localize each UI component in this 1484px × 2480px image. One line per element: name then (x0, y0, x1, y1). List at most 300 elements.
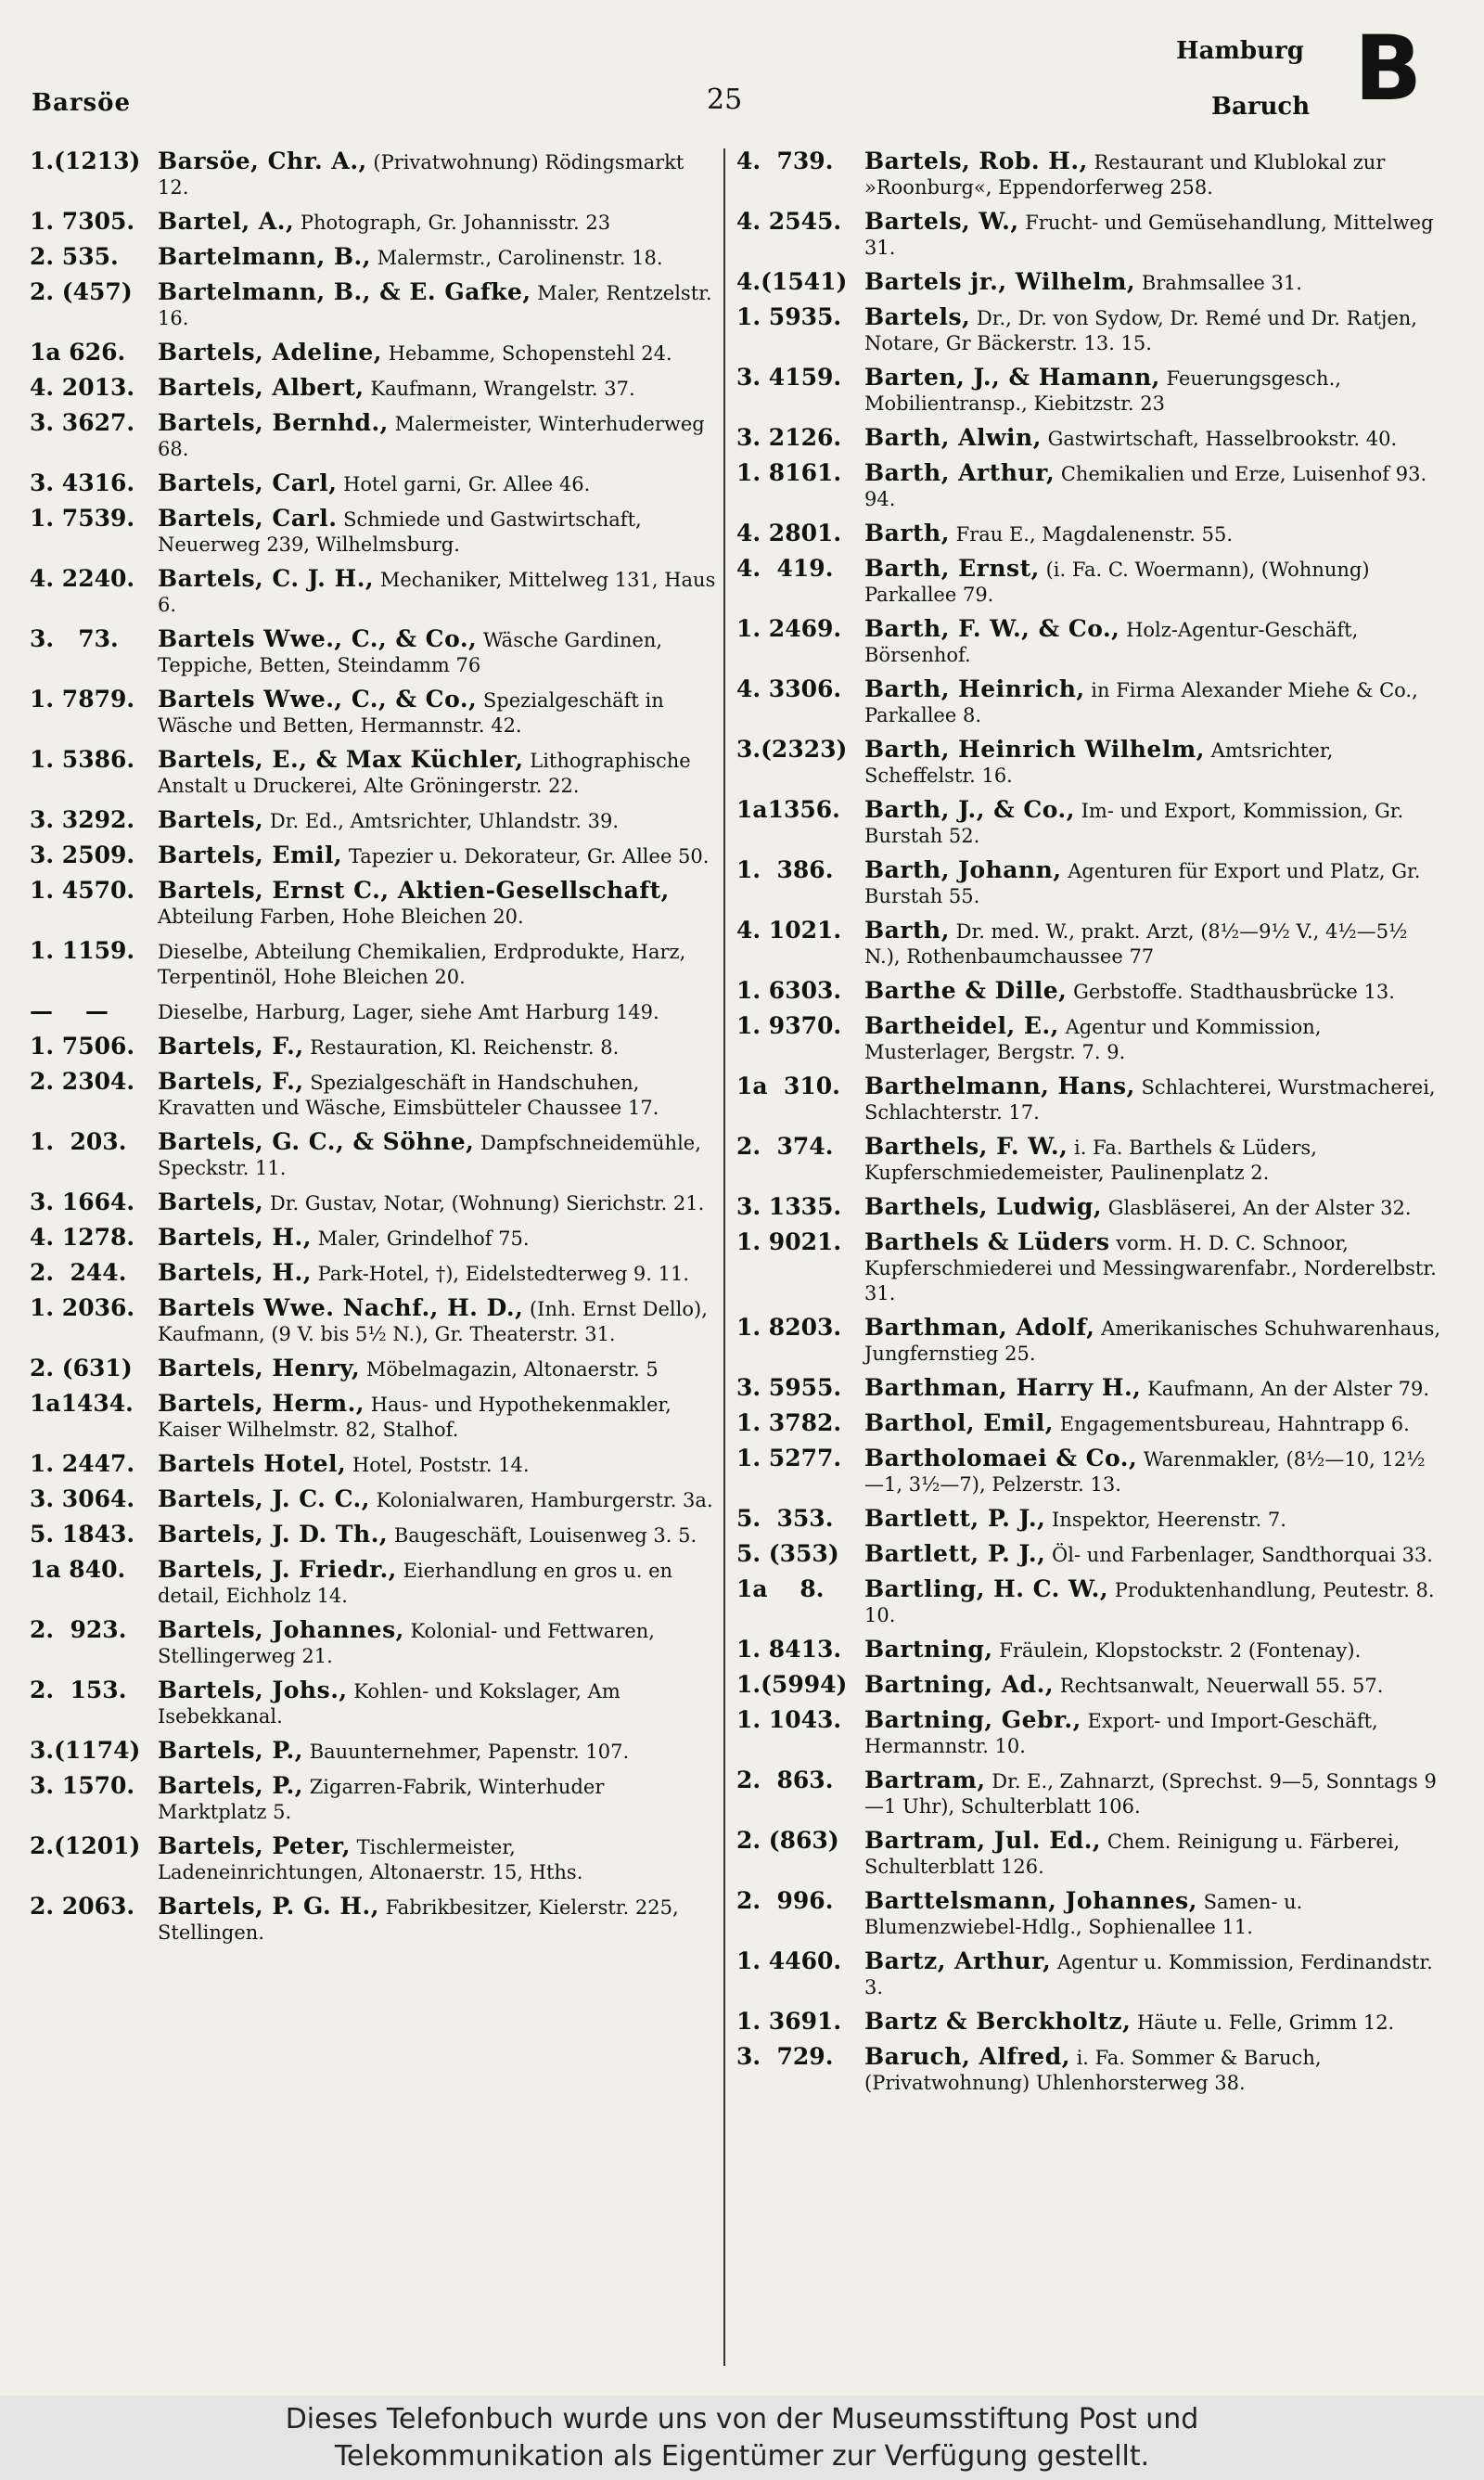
entry-number: 2. 923. (30, 1616, 127, 1643)
entry-description: Schmiede und Gastwirtschaft, Neuerweg 239, Wilhelmsburg. (158, 508, 642, 556)
entry-description: Produktenhandlung, Peutestr. 8. 10. (864, 1579, 1435, 1626)
entry-description: Lithographische Anstalt u Druckerei, Alte Gröningerstr. 22. (158, 750, 691, 797)
entry-text (864, 1828, 1441, 1880)
entry-description: Kolonial- und Fettwaren, Stellingerweg 21. (158, 1620, 655, 1667)
entry-name: Barthels & Lüders (864, 1228, 1110, 1255)
entry-text (864, 556, 1441, 608)
entry-name: Bartholomaei & Co., (864, 1445, 1138, 1471)
entry-name: Bartels, Emil, (158, 842, 343, 868)
entry-description: Dieselbe, Harburg, Lager, siehe Amt Harburg 149. (158, 1001, 659, 1023)
entry-description: Holz-Agentur-Geschäft, Börsenhof. (864, 619, 1359, 666)
entry-name: Barth, Ernst, (864, 555, 1040, 582)
entry-text (864, 676, 1441, 728)
entry-description: Dieselbe, Abteilung Chemikalien, Erdprodukte, Harz, Terpentinöl, Hohe Bleichen 20. (158, 941, 686, 988)
entry-name: Barthe & Dille, (864, 977, 1068, 1004)
entry-name: Bartz & Berckholtz, (864, 2008, 1132, 2035)
entry-description: Amtsrichter, Scheffelstr. 16. (864, 739, 1334, 787)
entry-description: Baugeschäft, Louisenweg 3. 5. (393, 1524, 697, 1547)
entry-description: Mechaniker, Mittelweg 131, Haus 6. (158, 569, 716, 616)
entry-name: Barthman, Harry H., (864, 1374, 1142, 1401)
entry-name: Bartelmann, B., & E. Gafke, (158, 278, 531, 305)
entry-number: 3. 2126. (736, 424, 842, 451)
entry-name: Barthelmann, Hans, (864, 1073, 1135, 1099)
entry-number: 2. 535. (30, 243, 119, 270)
entry-name: Bartels, P., (158, 1737, 304, 1764)
entry-number: 1a1434. (30, 1390, 134, 1417)
entry-name: Bartels, Rob. H., (864, 148, 1088, 174)
directory-entry (30, 747, 716, 799)
entry-number: 1. 1043. (736, 1706, 842, 1733)
entry-name: Bartels Hotel, (158, 1450, 347, 1477)
entry-number: 1. 203. (30, 1128, 127, 1155)
entry-name: Bartels, Peter, (158, 1832, 351, 1859)
entry-name: Bartels, Adeline, (158, 339, 382, 366)
entry-number: 3. 1570. (30, 1772, 135, 1799)
entry-number: 5. 353. (736, 1505, 834, 1532)
entry-name: Bartelmann, B., (158, 243, 371, 270)
directory-entry (736, 425, 1441, 452)
directory-entry (30, 1391, 716, 1443)
entry-text (864, 365, 1441, 417)
entry-description: Dr., Dr. von Sydow, Dr. Remé und Dr. Ratjen, Notare, Gr Bäckerstr. 13. 15. (864, 307, 1417, 354)
directory-entry (30, 279, 716, 331)
entry-number: 1. 7305. (30, 208, 135, 235)
directory-entry (736, 978, 1441, 1005)
entry-number: 1. 3691. (736, 2008, 842, 2035)
entry-description: Feuerungsgesch., Mobilientransp., Kiebitzstr. 23 (864, 367, 1341, 415)
entry-number: 2. 244. (30, 1259, 127, 1286)
entry-name: Bartels Wwe. Nachf., H. D., (158, 1294, 524, 1321)
entry-description: Schlachterei, Wurstmacherei, Schlachterstr. 17. (864, 1076, 1436, 1124)
directory-entry (736, 1767, 1441, 1819)
entry-name: Bartels, F., (158, 1068, 304, 1095)
entry-text (864, 978, 1441, 1005)
entry-text (864, 1315, 1441, 1367)
entry-description: Bauunternehmer, Papenstr. 107. (309, 1741, 630, 1763)
entry-name: Bartels, C. J. H., (158, 565, 375, 592)
entry-number: 1. 8161. (736, 459, 842, 486)
directory-entry (30, 566, 716, 618)
entry-description: Agenturen für Export und Platz, Gr. Burstah 55. (864, 860, 1421, 907)
entry-text (158, 1225, 716, 1252)
entry-number: 1.(1213) (30, 148, 141, 174)
directory-entry (736, 676, 1441, 728)
left-column (30, 148, 716, 1954)
directory-entry (736, 1707, 1441, 1759)
entry-text (158, 1260, 716, 1287)
entry-text (158, 1894, 716, 1946)
directory-entry (30, 626, 716, 678)
directory-entry (736, 1576, 1441, 1628)
entry-text (864, 148, 1441, 200)
entry-number: 4.(1541) (736, 268, 848, 295)
entry-text (158, 244, 716, 271)
entry-description: Zigarren-Fabrik, Winterhuder Marktplatz 5. (158, 1776, 605, 1823)
entry-name: Bartels, Johs., (158, 1677, 348, 1703)
entry-text (158, 340, 716, 366)
entry-number: 1. 2447. (30, 1450, 135, 1477)
entry-description: Häute u. Felle, Grimm 12. (1136, 2011, 1395, 2034)
entry-name: Bartels, P. G. H., (158, 1893, 379, 1920)
directory-entry (736, 2044, 1441, 2096)
directory-entry (30, 1225, 716, 1252)
entry-number: 5. (353) (736, 1540, 839, 1567)
entry-number: 3.(1174) (30, 1737, 141, 1764)
entry-description: Wäsche Gardinen, Teppiche, Betten, Steindamm 76 (158, 629, 663, 676)
entry-number: 1. 7539. (30, 505, 135, 532)
entry-text (864, 209, 1441, 261)
entry-description: vorm. H. D. C. Schnoor, Kupferschmiederei und Messingwarenfabr., Norderelbstr. 31. (864, 1232, 1437, 1304)
directory-entry (736, 556, 1441, 608)
entry-number: 4. 2545. (736, 208, 842, 235)
entry-description: Malermstr., Carolinenstr. 18. (377, 247, 663, 269)
directory-entry (736, 365, 1441, 417)
directory-entry (30, 1522, 716, 1548)
page-number: 25 (707, 84, 743, 116)
entry-number: 1. 9370. (736, 1012, 842, 1039)
entry-name: Bartels, G. C., & Söhne, (158, 1128, 475, 1155)
entry-description: Tapezier u. Dekorateur, Gr. Allee 50. (348, 845, 710, 867)
entry-text (864, 1194, 1441, 1221)
entry-description: Öl- und Farbenlager, Sandthorquai 33. (1052, 1544, 1433, 1566)
entry-description: Möbelmagazin, Altonaerstr. 5 (365, 1358, 659, 1381)
entry-name: Bartlett, P. J., (864, 1505, 1046, 1532)
entry-name: Bartning, Ad., (864, 1671, 1055, 1698)
entry-text (864, 1134, 1441, 1186)
entry-number: 1. 4460. (736, 1947, 842, 1974)
directory-entry (30, 842, 716, 869)
entry-name: Bartels, (158, 806, 264, 833)
directory-entry (30, 687, 716, 739)
entry-text (158, 1677, 716, 1729)
entry-text (158, 470, 716, 497)
entry-description: Chemikalien und Erze, Luisenhof 93. 94. (864, 463, 1427, 510)
directory-entry (30, 878, 716, 930)
directory-entry (30, 244, 716, 271)
entry-number: 4. 2801. (736, 520, 842, 546)
entry-text (864, 2044, 1441, 2096)
directory-entry (736, 857, 1441, 909)
entry-description: Hotel garni, Gr. Allee 46. (343, 473, 591, 495)
entry-description: Warenmakler, (8½—10, 12½—1, 3½—7), Pelzerstr. 13. (864, 1448, 1426, 1496)
entry-description: Park-Hotel, †), Eidelstedterweg 9. 11. (317, 1263, 690, 1285)
entry-name: Bartels, (158, 1189, 264, 1215)
entry-number: 1a 310. (736, 1073, 840, 1099)
directory-entry (30, 1557, 716, 1609)
entry-text (864, 1013, 1441, 1065)
directory-entry (30, 938, 716, 990)
entry-description: (Privatwohnung) Rödingsmarkt 12. (158, 151, 684, 199)
entry-number: 1. 5935. (736, 303, 842, 330)
entry-number: 4. 2013. (30, 374, 135, 401)
entry-name: Barth, (864, 917, 950, 944)
entry-description: Fräulein, Klopstockstr. 2 (Fontenay). (999, 1639, 1362, 1662)
directory-entry (736, 737, 1441, 789)
entry-number: 2. (457) (30, 278, 133, 305)
entry-name: Bartels, P., (158, 1772, 304, 1799)
directory-entry (30, 1069, 716, 1121)
entry-text (864, 857, 1441, 909)
entry-text (158, 1295, 716, 1347)
entry-number: 1. 7879. (30, 686, 135, 713)
entry-number: 1a 626. (30, 339, 126, 366)
directory-entry (736, 918, 1441, 970)
entry-text (864, 1229, 1441, 1306)
entry-number: 2.(1201) (30, 1832, 141, 1859)
entry-number: 3. 4159. (736, 364, 842, 391)
entry-number: 4. 1021. (736, 917, 842, 944)
directory-entry (736, 1194, 1441, 1221)
entry-description: Fabrikbesitzer, Kielerstr. 225, Stellingen. (158, 1896, 679, 1944)
entry-number: 1. 1159. (30, 937, 135, 964)
directory-entry (736, 1375, 1441, 1402)
entry-name: Bartram, (864, 1767, 986, 1793)
entry-name: Bartels, F., (158, 1033, 304, 1060)
directory-entry (30, 1034, 716, 1060)
entry-name: Barthels, Ludwig, (864, 1193, 1103, 1220)
entry-description: Gerbstoffe. Stadthausbrücke 13. (1073, 981, 1395, 1003)
entry-text (158, 878, 716, 930)
entry-text (158, 1129, 716, 1181)
entry-description: Eierhandlung en gros u. en detail, Eichholz 14. (158, 1560, 673, 1607)
entry-text (864, 1707, 1441, 1759)
entry-description: Gastwirtschaft, Hasselbrookstr. 40. (1047, 428, 1398, 450)
entry-number: 2. 2304. (30, 1068, 135, 1095)
entry-number: 3. 2509. (30, 842, 135, 868)
directory-entry (736, 616, 1441, 668)
entry-description: Kaufmann, Wrangelstr. 37. (370, 378, 635, 400)
entry-name: Barthol, Emil, (864, 1409, 1055, 1436)
entry-name: Barth, Heinrich, (864, 675, 1085, 702)
entry-name: Barth, F. W., & Co., (864, 615, 1120, 642)
entry-text (864, 1541, 1441, 1568)
entry-text (158, 506, 716, 558)
entry-description: Frau E., Magdalenenstr. 55. (955, 523, 1234, 546)
entry-text (158, 1738, 716, 1765)
entry-number: 3. 4316. (30, 469, 135, 496)
entry-name: Bartling, H. C. W., (864, 1575, 1109, 1602)
directory-entry (736, 2009, 1441, 2036)
header-right-name: Baruch (1211, 93, 1311, 121)
entry-text (158, 1451, 716, 1478)
entry-number: 1. 8413. (736, 1636, 842, 1663)
directory-entry (30, 1486, 716, 1513)
entry-text (864, 269, 1441, 296)
entry-number: 2. 153. (30, 1677, 127, 1703)
entry-description: in Firma Alexander Miehe & Co., Parkallee 8. (864, 679, 1418, 726)
entry-description: Kohlen- und Kokslager, Am Isebekkanal. (158, 1680, 620, 1728)
entry-text (158, 566, 716, 618)
entry-number: 3. 1335. (736, 1193, 842, 1220)
directory-entry (30, 410, 716, 462)
entry-number: 1. 7506. (30, 1033, 135, 1060)
entry-text (864, 1375, 1441, 1402)
entry-description: Agentur u. Kommission, Ferdinandstr. 3. (864, 1951, 1433, 1998)
directory-entry (30, 1129, 716, 1181)
entry-text (864, 1446, 1441, 1497)
entry-text (158, 687, 716, 739)
entry-description: Maler, Grindelhof 75. (317, 1227, 530, 1250)
directory-entry (30, 1260, 716, 1287)
entry-number: 1a1356. (736, 796, 840, 823)
directory-entry (30, 1677, 716, 1729)
entry-name: Bartels, J. C. C., (158, 1485, 370, 1512)
entry-description: Hebamme, Schopenstehl 24. (388, 342, 672, 365)
entry-name: Bartels, E., & Max Küchler, (158, 746, 524, 773)
directory-entry (736, 1828, 1441, 1880)
entry-number: 1. 6303. (736, 977, 842, 1004)
entry-number: 4. 419. (736, 555, 834, 582)
directory-entry (30, 998, 716, 1025)
entry-name: Bartels, Carl. (158, 505, 338, 532)
directory-entry (736, 1637, 1441, 1664)
entry-description: Amerikanisches Schuhwarenhaus, Jungfernstieg 25. (864, 1317, 1441, 1365)
entry-name: Bartels, Herm., (158, 1390, 365, 1417)
entry-number: 1.(5994) (736, 1671, 848, 1698)
directory-entry (30, 1295, 716, 1347)
directory-entry (736, 1315, 1441, 1367)
entry-name: Barsöe, Chr. A., (158, 148, 367, 174)
entry-text (158, 1833, 716, 1885)
entry-text (158, 279, 716, 331)
entry-number: 2. 996. (736, 1887, 834, 1914)
entry-number: 1a 840. (30, 1556, 126, 1583)
entry-text (864, 918, 1441, 970)
entry-description: Frucht- und Gemüsehandlung, Mittelweg 31. (864, 212, 1434, 259)
directory-entry (736, 1948, 1441, 2000)
directory-entry (736, 1013, 1441, 1065)
entry-text (158, 626, 716, 678)
entry-name: Bartels, H., (158, 1224, 312, 1251)
entry-text (158, 1557, 716, 1609)
entry-number: 3. 5955. (736, 1374, 842, 1401)
entry-text (864, 1410, 1441, 1437)
entry-text (158, 1356, 716, 1382)
directory-entry (30, 1617, 716, 1669)
entry-description: i. Fa. Sommer & Baruch, (Privatwohnung) Uhlenhorsterweg 38. (864, 2047, 1322, 2094)
directory-entry (30, 1738, 716, 1765)
entry-name: Bartels, Bernhd., (158, 409, 389, 436)
entry-description: Im- und Export, Kommission, Gr. Burstah 52. (864, 800, 1404, 847)
entry-name: Bartels, W., (864, 208, 1019, 235)
footer-notice (0, 2396, 1484, 2480)
directory-entry (736, 1410, 1441, 1437)
entry-text (864, 1576, 1441, 1628)
entry-number: 1a 8. (736, 1575, 825, 1602)
entry-name: Bartels, Johannes, (158, 1616, 404, 1643)
entry-number: 2. (631) (30, 1355, 133, 1381)
entry-description: Chem. Reinigung u. Färberei, Schulterblatt 126. (864, 1831, 1401, 1878)
entry-name: Barth, J., & Co., (864, 796, 1075, 823)
entry-text (864, 1637, 1441, 1664)
entry-number: 2. 2063. (30, 1893, 135, 1920)
entry-number: 2. 863. (736, 1767, 834, 1793)
entry-name: Bartel, A., (158, 208, 295, 235)
entry-description: Spezialgeschäft in Handschuhen, Kravatten und Wäsche, Eimsbütteler Chaussee 17. (158, 1072, 659, 1119)
directory-entry (736, 1446, 1441, 1497)
entry-name: Bartels, J. Friedr., (158, 1556, 397, 1583)
directory-entry (736, 304, 1441, 356)
entry-number: 3. 729. (736, 2043, 834, 2070)
entry-name: Barten, J., & Hamann, (864, 364, 1160, 391)
entry-text (864, 1672, 1441, 1699)
entry-text (864, 520, 1441, 547)
entry-number: 4. 1278. (30, 1224, 135, 1251)
entry-number: 3. 1664. (30, 1189, 135, 1215)
entry-text (158, 209, 716, 236)
directory-entry (30, 1356, 716, 1382)
header-left-name: Barsöe (32, 89, 132, 117)
entry-description: Haus- und Hypothekenmakler, Kaiser Wilhelmstr. 82, Stalhof. (158, 1394, 672, 1441)
entry-text (158, 1034, 716, 1060)
entry-description: Restaurant und Klublokal zur »Roonburg«, Eppendorferweg 258. (864, 151, 1386, 199)
entry-number: 3.(2323) (736, 736, 848, 763)
entry-description: Glasbläserei, An der Alster 32. (1107, 1197, 1412, 1219)
directory-entry (30, 1894, 716, 1946)
directory-entry (736, 1672, 1441, 1699)
entry-name: Bartlett, P. J., (864, 1540, 1046, 1567)
header-letter: B (1354, 17, 1423, 121)
directory-entry (30, 209, 716, 236)
entry-text (864, 737, 1441, 789)
entry-text (864, 616, 1441, 668)
directory-entry (30, 340, 716, 366)
entry-text (864, 2009, 1441, 2036)
directory-entry (30, 1833, 716, 1885)
entry-name: Barthels, F. W., (864, 1133, 1068, 1160)
directory-entry (736, 148, 1441, 200)
directory-entry (736, 1134, 1441, 1186)
entry-name: Bartning, (864, 1636, 993, 1663)
entry-text (864, 1888, 1441, 1940)
directory-entry (736, 209, 1441, 261)
entry-number: 4. 3306. (736, 675, 842, 702)
entry-text (158, 1189, 716, 1216)
entry-description: Dr. Gustav, Notar, (Wohnung) Sierichstr. 21. (269, 1192, 705, 1214)
entry-description: Spezialgeschäft in Wäsche und Betten, Hermannstr. 42. (158, 689, 664, 737)
entry-description: (i. Fa. C. Woermann), (Wohnung) Parkallee 79. (864, 559, 1370, 606)
entry-name: Bartram, Jul. Ed., (864, 1827, 1102, 1854)
entry-name: Barth, Alwin, (864, 424, 1042, 451)
entry-name: Bartels, (864, 303, 971, 330)
directory-entry (736, 1073, 1441, 1125)
entry-text (864, 1767, 1441, 1819)
entry-description: Abteilung Farben, Hohe Bleichen 20. (158, 906, 524, 928)
entry-number: 4. 2240. (30, 565, 135, 592)
directory-entry (736, 1506, 1441, 1533)
entry-text (864, 304, 1441, 356)
entry-description: Export- und Import-Geschäft, Hermannstr. 10. (864, 1710, 1378, 1757)
entry-number: 3. 3064. (30, 1485, 135, 1512)
directory-entry (30, 807, 716, 834)
entry-text (864, 1948, 1441, 2000)
directory-entry (30, 506, 716, 558)
entry-text (158, 1522, 716, 1548)
directory-entry (30, 148, 716, 200)
entry-name: Bartheidel, E., (864, 1012, 1059, 1039)
entry-description: Hotel, Poststr. 14. (352, 1454, 530, 1476)
entry-name: Barth, (864, 520, 950, 546)
entry-text (158, 410, 716, 462)
directory-entry (30, 1189, 716, 1216)
entry-number: 2. 374. (736, 1133, 834, 1160)
directory-entry (30, 1773, 716, 1825)
entry-text (158, 1391, 716, 1443)
directory-entry (30, 1451, 716, 1478)
footer-line-1: Dieses Telefonbuch wurde uns von der Museumsstiftung Post und (285, 2403, 1199, 2435)
entry-name: Barth, Arthur, (864, 459, 1055, 486)
entry-text (158, 807, 716, 834)
